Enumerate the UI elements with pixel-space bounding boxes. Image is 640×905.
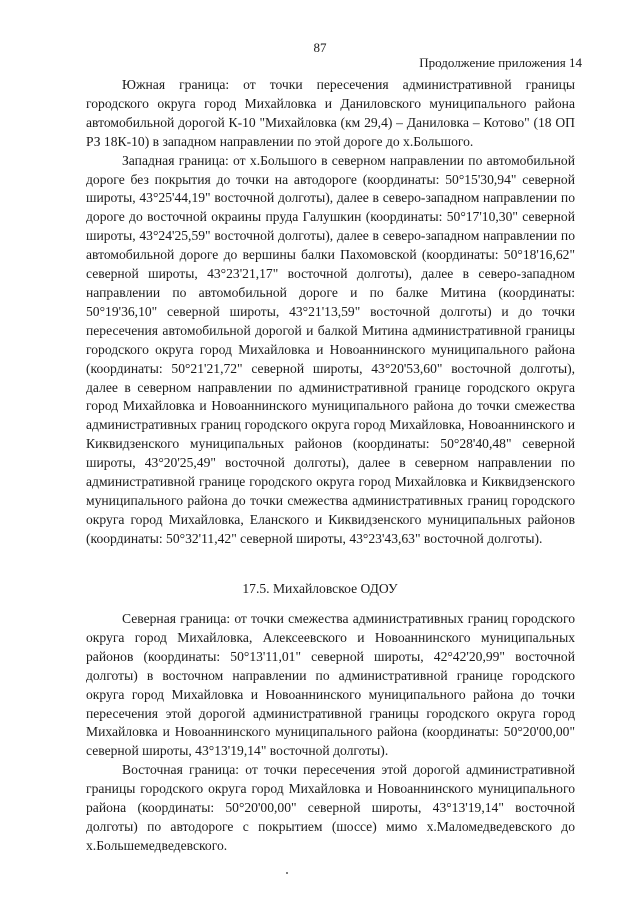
appendix-continuation-note: Продолжение приложения 14 [419,55,582,70]
boundary-text-block-bottom [86,610,575,856]
eastern-boundary-paragraph: Восточная граница: от точки пересечения этой дорогой административной границы городского округа город Михайловка и Новоаннинского муниципального района (координаты: 50°20'00,00" северной широты, 43°13'19,14" восточной долготы) по автодороге с покрытием (шоссе) мимо х.Маломедведевского до х.Большемедведевского. [86,762,575,853]
northern-boundary-paragraph: Северная граница: от точки смежества административных границ городского округа город Михайловка, Алексеевского и Новоаннинского муниципальных районов (координаты: 50°13'11,01" северной широты, 42°42'20,99" восточной долготы) в восточном направлении по административной границе городского округа город Михайловка и Новоаннинского муниципального района до точки пересечения этой дорогой административной границы городского округа город Михайловка и Новоаннинского муниципального района (координаты: 50°20'00,00" северной широты, 43°13'19,14" восточной долготы). [86,611,575,759]
western-boundary-paragraph: Западная граница: от х.Большого в северном направлении по автомобильной дороге без покрытия до точки на автодороге (координаты: 50°15'30,94" северной широты, 43°25'44,19" восточной долготы), далее в северо-западном направлении по дороге до восточной окраины пруда Галушкин (координаты: 50°17'10,30" северной широты, 43°24'25,59" восточной долготы), далее в северо-западном направлении по автомобильной дороге до вершины балки Пахомовской (координаты: 50°18'16,62" северной широты, 43°23'21,17" восточной долготы), далее в северо-западном направлении по автомобильной дороге и по балке Митина (координаты: 50°19'36,10" северной широты, 43°21'13,59" восточной долготы) и до точки пересечения автомобильной дорогой и балкой Митина административной границы городского округа город Михайловка и Новоаннинского муниципального района (координаты: 50°21'21,72" северной широты, 43°20'53,60" восточной долготы), далее в северном направлении по административной границе городского округа город Михайловка и Новоаннинского муниципального района до точки смежества административных границ городского округа город Михайловка, Новоаннинского и Киквидзенского муниципальных районов (координаты: 50°28'40,48" северной широты, 43°20'25,49" восточной долготы), далее в северном направлении по административной границе городского округа город Михайловка и Киквидзенского муниципального района до точки смежества административных границ городского округа город Михайловка, Еланского и Киквидзенского муниципальных районов (координаты: 50°32'11,42" северной широты, 43°23'43,63" восточной долготы). [86,152,575,546]
boundary-text-block-top [86,76,575,549]
scan-dot-mark [286,872,288,874]
page-number: 87 [313,40,327,55]
southern-boundary-paragraph: Южная граница: от точки пересечения административной границы городского округа город Михайловка и Даниловского муниципального района автомобильной дорогой К-10 "Михайловка (км 29,4) – Даниловка – Котово" (18 ОП РЗ 18К-10) в западном направлении по этой дороге до х.Большого. [86,77,575,149]
section-heading: 17.5. Михайловское ОДОУ [242,581,398,596]
